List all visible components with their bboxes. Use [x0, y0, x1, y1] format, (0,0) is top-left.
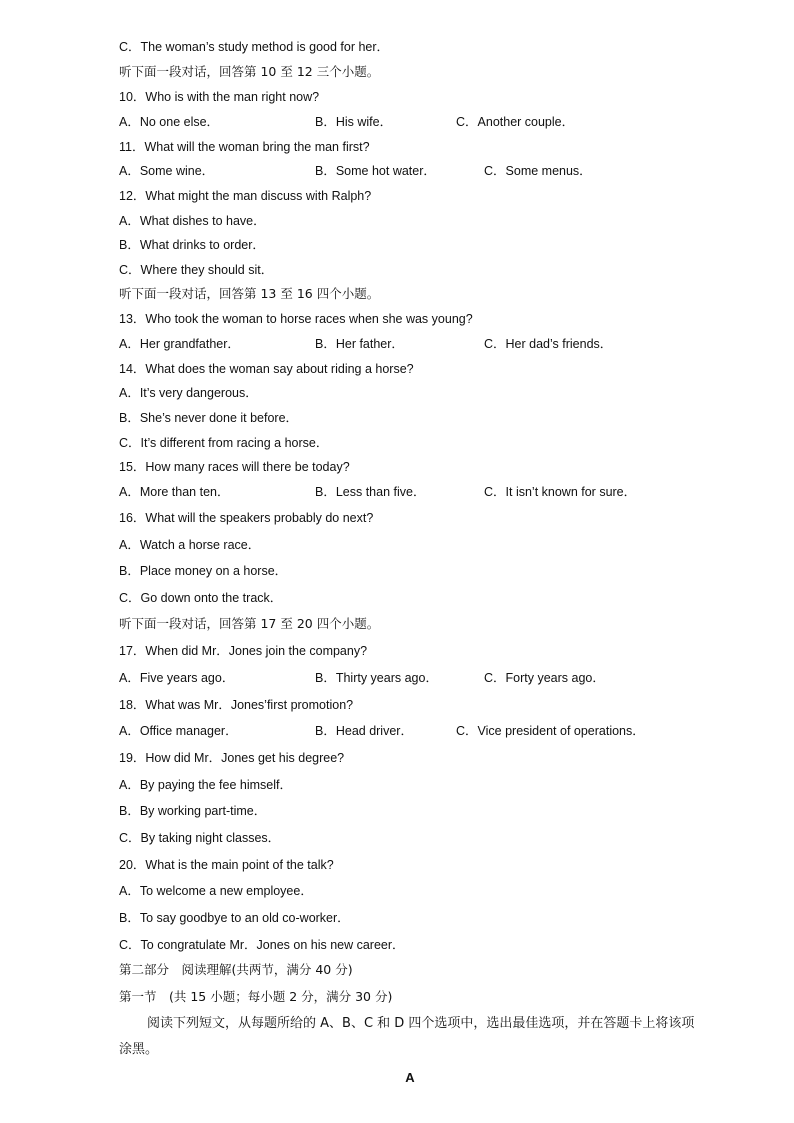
- question-17: 17．When did Mr．Jones join the company?: [119, 644, 368, 658]
- option-b: B．She’s never done it before．: [119, 411, 299, 425]
- question-10: 10．Who is with the man right now?: [119, 90, 320, 104]
- section-heading: 第一节 (共 15 小题；每小题 2 分，满分 30 分): [119, 989, 393, 1004]
- option-c: C．Vice president of operations．: [456, 724, 645, 738]
- option-c: C．Another couple．: [456, 115, 575, 129]
- question-14: 14．What does the woman say about riding a horse?: [119, 362, 414, 376]
- option-c: C．Forty years ago．: [484, 671, 605, 685]
- option-b: B．Thirty years ago．: [315, 671, 438, 685]
- option-a: A．More than ten．: [119, 485, 230, 499]
- option-b: B．What drinks to order．: [119, 238, 265, 252]
- section-instruction: 听下面一段对话，回答第 13 至 16 四个小题。: [119, 286, 380, 301]
- section-instruction: 听下面一段对话，回答第 17 至 20 四个小题。: [119, 616, 380, 631]
- question-19: 19．How did Mr．Jones get his degree?: [119, 751, 345, 765]
- question-18: 18．What was Mr．Jones’first promotion?: [119, 698, 354, 712]
- option-a: A．No one else．: [119, 115, 220, 129]
- question-12: 12．What might the man discuss with Ralph?: [119, 189, 372, 203]
- option-c: C．Her dad’s friends．: [484, 337, 613, 351]
- option-a: A．By paying the fee himself．: [119, 778, 292, 792]
- option-a: A．To welcome a new employee．: [119, 884, 313, 898]
- option-c: C．Some menus．: [484, 164, 592, 178]
- reading-instructions: 阅读下列短文，从每题所给的 A、B、C 和 D 四个选项中，选出最佳选项，并在答题卡上将该项涂黑。: [119, 1016, 695, 1057]
- question-20: 20．What is the main point of the talk?: [119, 858, 334, 872]
- option-b: B．To say goodbye to an old co-worker．: [119, 911, 350, 925]
- option-a: A．It’s very dangerous．: [119, 386, 258, 400]
- option-c: C．By taking night classes．: [119, 831, 281, 845]
- option-a: A．Her grandfather．: [119, 337, 240, 351]
- question-15: 15．How many races will there be today?: [119, 460, 350, 474]
- option-b: B．Place money on a horse．: [119, 564, 288, 578]
- option-c: C．It’s different from racing a horse．: [119, 436, 329, 450]
- option-a: A．Some wine．: [119, 164, 215, 178]
- option-line: C．The woman’s study method is good for her．: [119, 40, 390, 54]
- option-a: A．Five years ago．: [119, 671, 235, 685]
- question-13: 13．Who took the woman to horse races when she was young?: [119, 312, 473, 326]
- question-16: 16．What will the speakers probably do next?: [119, 511, 374, 525]
- option-c: C．Where they should sit．: [119, 263, 274, 277]
- option-b: B．By working part-time．: [119, 804, 267, 818]
- part-heading: 第二部分 阅读理解(共两节，满分 40 分): [119, 962, 353, 977]
- option-c: C．It isn’t known for sure．: [484, 485, 637, 499]
- section-instruction: 听下面一段对话，回答第 10 至 12 三个小题。: [119, 64, 380, 79]
- option-a: A．Watch a horse race．: [119, 538, 261, 552]
- question-11: 11．What will the woman bring the man first?: [119, 140, 370, 154]
- option-c: C．Go down onto the track．: [119, 591, 283, 605]
- option-a: A．What dishes to have．: [119, 214, 266, 228]
- option-c: C．To congratulate Mr．Jones on his new career．: [119, 938, 405, 952]
- passage-letter: A: [405, 1070, 415, 1085]
- option-b: B．His wife．: [315, 115, 393, 129]
- option-b: B．Less than five．: [315, 485, 426, 499]
- option-b: B．Head driver．: [315, 724, 413, 738]
- option-a: A．Office manager．: [119, 724, 238, 738]
- option-b: B．Her father．: [315, 337, 404, 351]
- option-b: B．Some hot water．: [315, 164, 436, 178]
